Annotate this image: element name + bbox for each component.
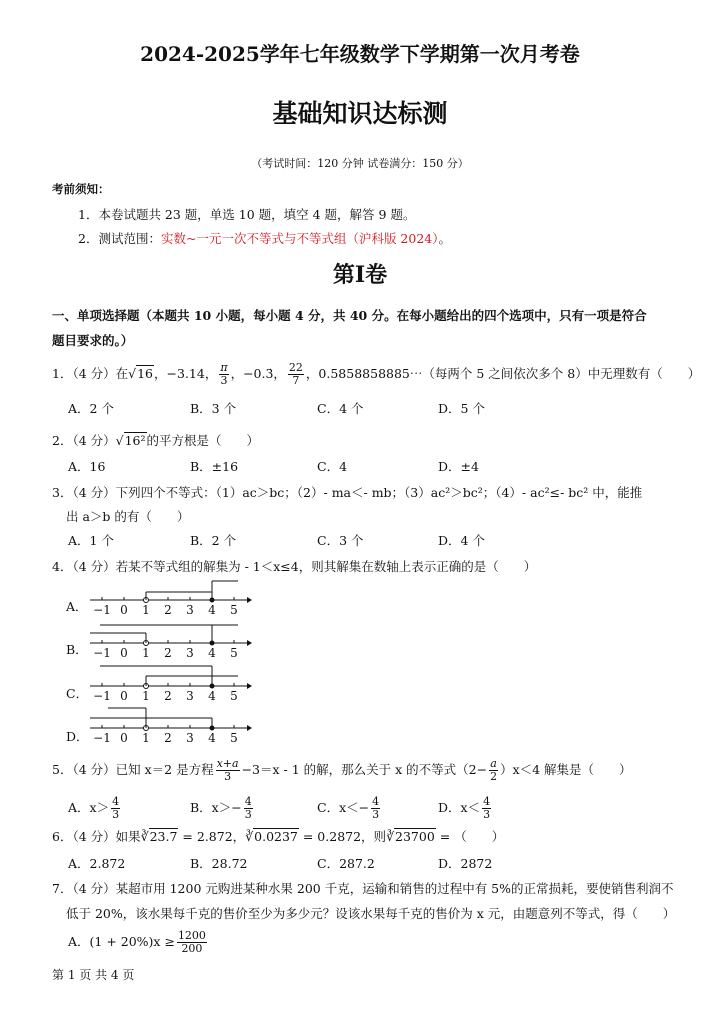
- exam-subtitle: 基础知识达标测: [272, 99, 448, 128]
- q1-suffix: ，0.5858858885⋯（每两个 5 之间依次多个 8）中无理数有（ ）: [305, 366, 701, 381]
- exam-title: 2024-2025学年七年级数学下学期第一次月考卷: [140, 42, 580, 66]
- q4-option-d: D．: [66, 729, 89, 744]
- q3-option-a: A．1 个: [68, 533, 114, 548]
- number-line-tick-label: 2: [164, 731, 172, 745]
- q3-option-c: C．3 个: [317, 533, 364, 548]
- q1-mid: ，−3.14，: [154, 366, 218, 381]
- q5-mid: −3＝x - 1 的解，那么关于 x 的不等式（2−: [241, 762, 488, 777]
- q1-option-d: D．5 个: [438, 401, 485, 416]
- q1-fraction: $\frac{22}{7}$: [288, 361, 303, 387]
- q2-option-a: A．16: [68, 459, 106, 474]
- q2-option-c: C．4: [317, 459, 348, 474]
- q6-radicand-1: 23.7: [149, 829, 178, 844]
- q5-equation-fraction: $\frac{x+a}{3}$: [216, 757, 239, 783]
- question-7-line2: 低于 20%，该水果每千克的售价至少为多少元？设该水果每千克的售价为 x 元，由题意列不等式，得（ ）: [66, 906, 676, 921]
- number-line-tick-label: 5: [230, 646, 238, 660]
- question-7-line1: 7．（4 分）某超市用 1200 元购进某种水果 200 千克，运输和销售的过程中有 5%的正常损耗，要使销售利润不: [52, 881, 674, 896]
- number-line-tick-label: 1: [142, 689, 150, 703]
- q5-prefix: 5．（4 分）已知 x＝2 是方程: [52, 762, 214, 777]
- q6-option-c: C．287.2: [317, 856, 375, 871]
- exam-info: （考试时间：120 分钟 试卷满分：150 分）: [251, 157, 469, 170]
- number-line-tick-label: 5: [230, 731, 238, 745]
- q1-option-a: A．2 个: [68, 401, 114, 416]
- number-line-tick-label: 5: [230, 689, 238, 703]
- q1-option-b: B．3 个: [190, 401, 237, 416]
- q4-number-line-c: [90, 664, 250, 703]
- q4-option-b: B．: [66, 642, 88, 657]
- number-line-tick-label: 4: [208, 689, 216, 703]
- q2-option-d: D．±4: [438, 459, 479, 474]
- q5-suffix: ）x＜4 解集是（ ）: [500, 762, 632, 777]
- volume-title: 第Ⅰ卷: [332, 262, 388, 288]
- q2-radical: 16²: [124, 433, 146, 448]
- number-line-tick-label: 5: [230, 603, 238, 617]
- number-line-tick-label: −1: [93, 731, 111, 745]
- number-line-tick-label: 0: [120, 603, 128, 617]
- number-line-tick-label: −1: [93, 646, 111, 660]
- q6-radicand-2: 0.0237: [254, 829, 298, 844]
- q2-suffix: 的平方根是（ ）: [146, 433, 260, 448]
- q1-sqrt-arg: 16: [137, 366, 154, 381]
- number-line-tick-label: 1: [142, 646, 150, 660]
- number-line-tick-label: 1: [142, 603, 150, 617]
- number-line-tick-label: −1: [93, 689, 111, 703]
- q6-value-3: = （ ）: [435, 829, 505, 844]
- q7-option-a: A．(1 + 20%)x ≥ $\frac{1200}{200}$: [68, 929, 206, 955]
- q1-option-c: C．4 个: [317, 401, 364, 416]
- notice-item-2: [78, 229, 451, 247]
- q5-option-d: D．x＜ $\frac{4}{3}$: [438, 795, 491, 821]
- q2-prefix: 2．（4 分）: [52, 433, 116, 448]
- number-line-tick-label: 2: [164, 689, 172, 703]
- notice-label: 考前须知：: [52, 182, 110, 196]
- number-line-tick-label: 2: [164, 603, 172, 617]
- number-line-tick-label: 3: [186, 646, 194, 660]
- q6-prefix: 6．（4 分）如果: [52, 829, 141, 844]
- q6-option-b: B．28.72: [190, 856, 248, 871]
- number-line-tick-label: 2: [164, 646, 172, 660]
- q2-option-b: B．±16: [190, 459, 239, 474]
- number-line-tick-label: 1: [142, 731, 150, 745]
- question-5-stem: [52, 758, 632, 783]
- question-2-stem: 2．（4 分）√16²的平方根是（ ）: [52, 433, 260, 448]
- number-line-tick-label: 4: [208, 603, 216, 617]
- page-footer: 第 1 页 共 4 页: [52, 968, 135, 982]
- number-line-tick-label: 4: [208, 731, 216, 745]
- number-line-tick-label: 0: [120, 646, 128, 660]
- q4-option-c: C．: [66, 686, 89, 701]
- q6-option-a: A．2.872: [68, 856, 126, 871]
- q5-option-c: C．x＜− $\frac{4}{3}$: [317, 795, 380, 821]
- q4-number-line-d: [90, 706, 250, 745]
- number-line-tick-label: 3: [186, 603, 194, 617]
- notice-item-2-prefix: 2．测试范围：: [78, 231, 161, 246]
- q1-repeating: ，−0.3̇，: [230, 366, 286, 381]
- notice-item-1: 1．本卷试题共 23 题，单选 10 题，填空 4 题，解答 9 题。: [78, 207, 416, 222]
- number-line-tick-label: 0: [120, 689, 128, 703]
- q6-radicand-3: 23700: [395, 829, 435, 844]
- q6-option-d: D．2872: [438, 856, 493, 871]
- q1-pi-fraction: $\frac{\pi}{3}$: [220, 361, 228, 387]
- q4-number-line-b: [90, 621, 250, 660]
- question-6-stem: 6．（4 分）如果∛23.7 = 2.872，∛0.0237 = 0.2872，则∛23700 = （ ）: [52, 829, 505, 844]
- question-3-line1: 3．（4 分）下列四个不等式：（1）ac＞bc；（2）- ma＜- mb；（3）ac²＞bc²；（4）- ac²≤- bc² 中，能推: [52, 485, 643, 500]
- question-1-stem: 1．（4 分）在√16，−3.14， $\frac{\pi}{3}$ ，−0.3̇， $\frac{22}{7}$ ，0.5858858885⋯（每两个 5 之间依次多个 8）中无理数有（ ）: [52, 361, 701, 387]
- number-line-tick-label: −1: [93, 603, 111, 617]
- q3-option-b: B．2 个: [190, 533, 237, 548]
- q5-option-a: A．x＞ $\frac{4}{3}$: [68, 795, 120, 821]
- question-4-stem: 4．（4 分）若某不等式组的解集为 - 1＜x≤4，则其解集在数轴上表示正确的是（ ）: [52, 559, 537, 574]
- q4-number-line-a: [90, 578, 250, 617]
- number-line-tick-label: 0: [120, 731, 128, 745]
- q5-option-b: B．x＞− $\frac{4}{3}$: [190, 795, 252, 821]
- q4-option-a: A．: [66, 599, 88, 614]
- number-line-tick-label: 3: [186, 731, 194, 745]
- q6-value-2: = 0.2872，则: [298, 829, 387, 844]
- q6-value-1: = 2.872，: [178, 829, 246, 844]
- number-line-tick-label: 4: [208, 646, 216, 660]
- notice-item-2-suffix: 。: [438, 231, 451, 246]
- question-3-line2: 出 a＞b 的有（ ）: [66, 509, 190, 524]
- q3-option-d: D．4 个: [438, 533, 485, 548]
- section-heading-line2: 题目要求的。）: [52, 333, 134, 348]
- q5-a-fraction: $\frac{a}{2}$: [490, 757, 498, 783]
- q1-prefix: 1．（4 分）在: [52, 366, 129, 381]
- section-heading-line1: 一、单项选择题（本题共 10 小题，每小题 4 分，共 40 分。在每小题给出的四个选项中，只有一项是符合: [52, 308, 647, 323]
- number-line-tick-label: 3: [186, 689, 194, 703]
- test-range: 实数~一元一次不等式与不等式组（沪科版 2024）: [160, 231, 439, 246]
